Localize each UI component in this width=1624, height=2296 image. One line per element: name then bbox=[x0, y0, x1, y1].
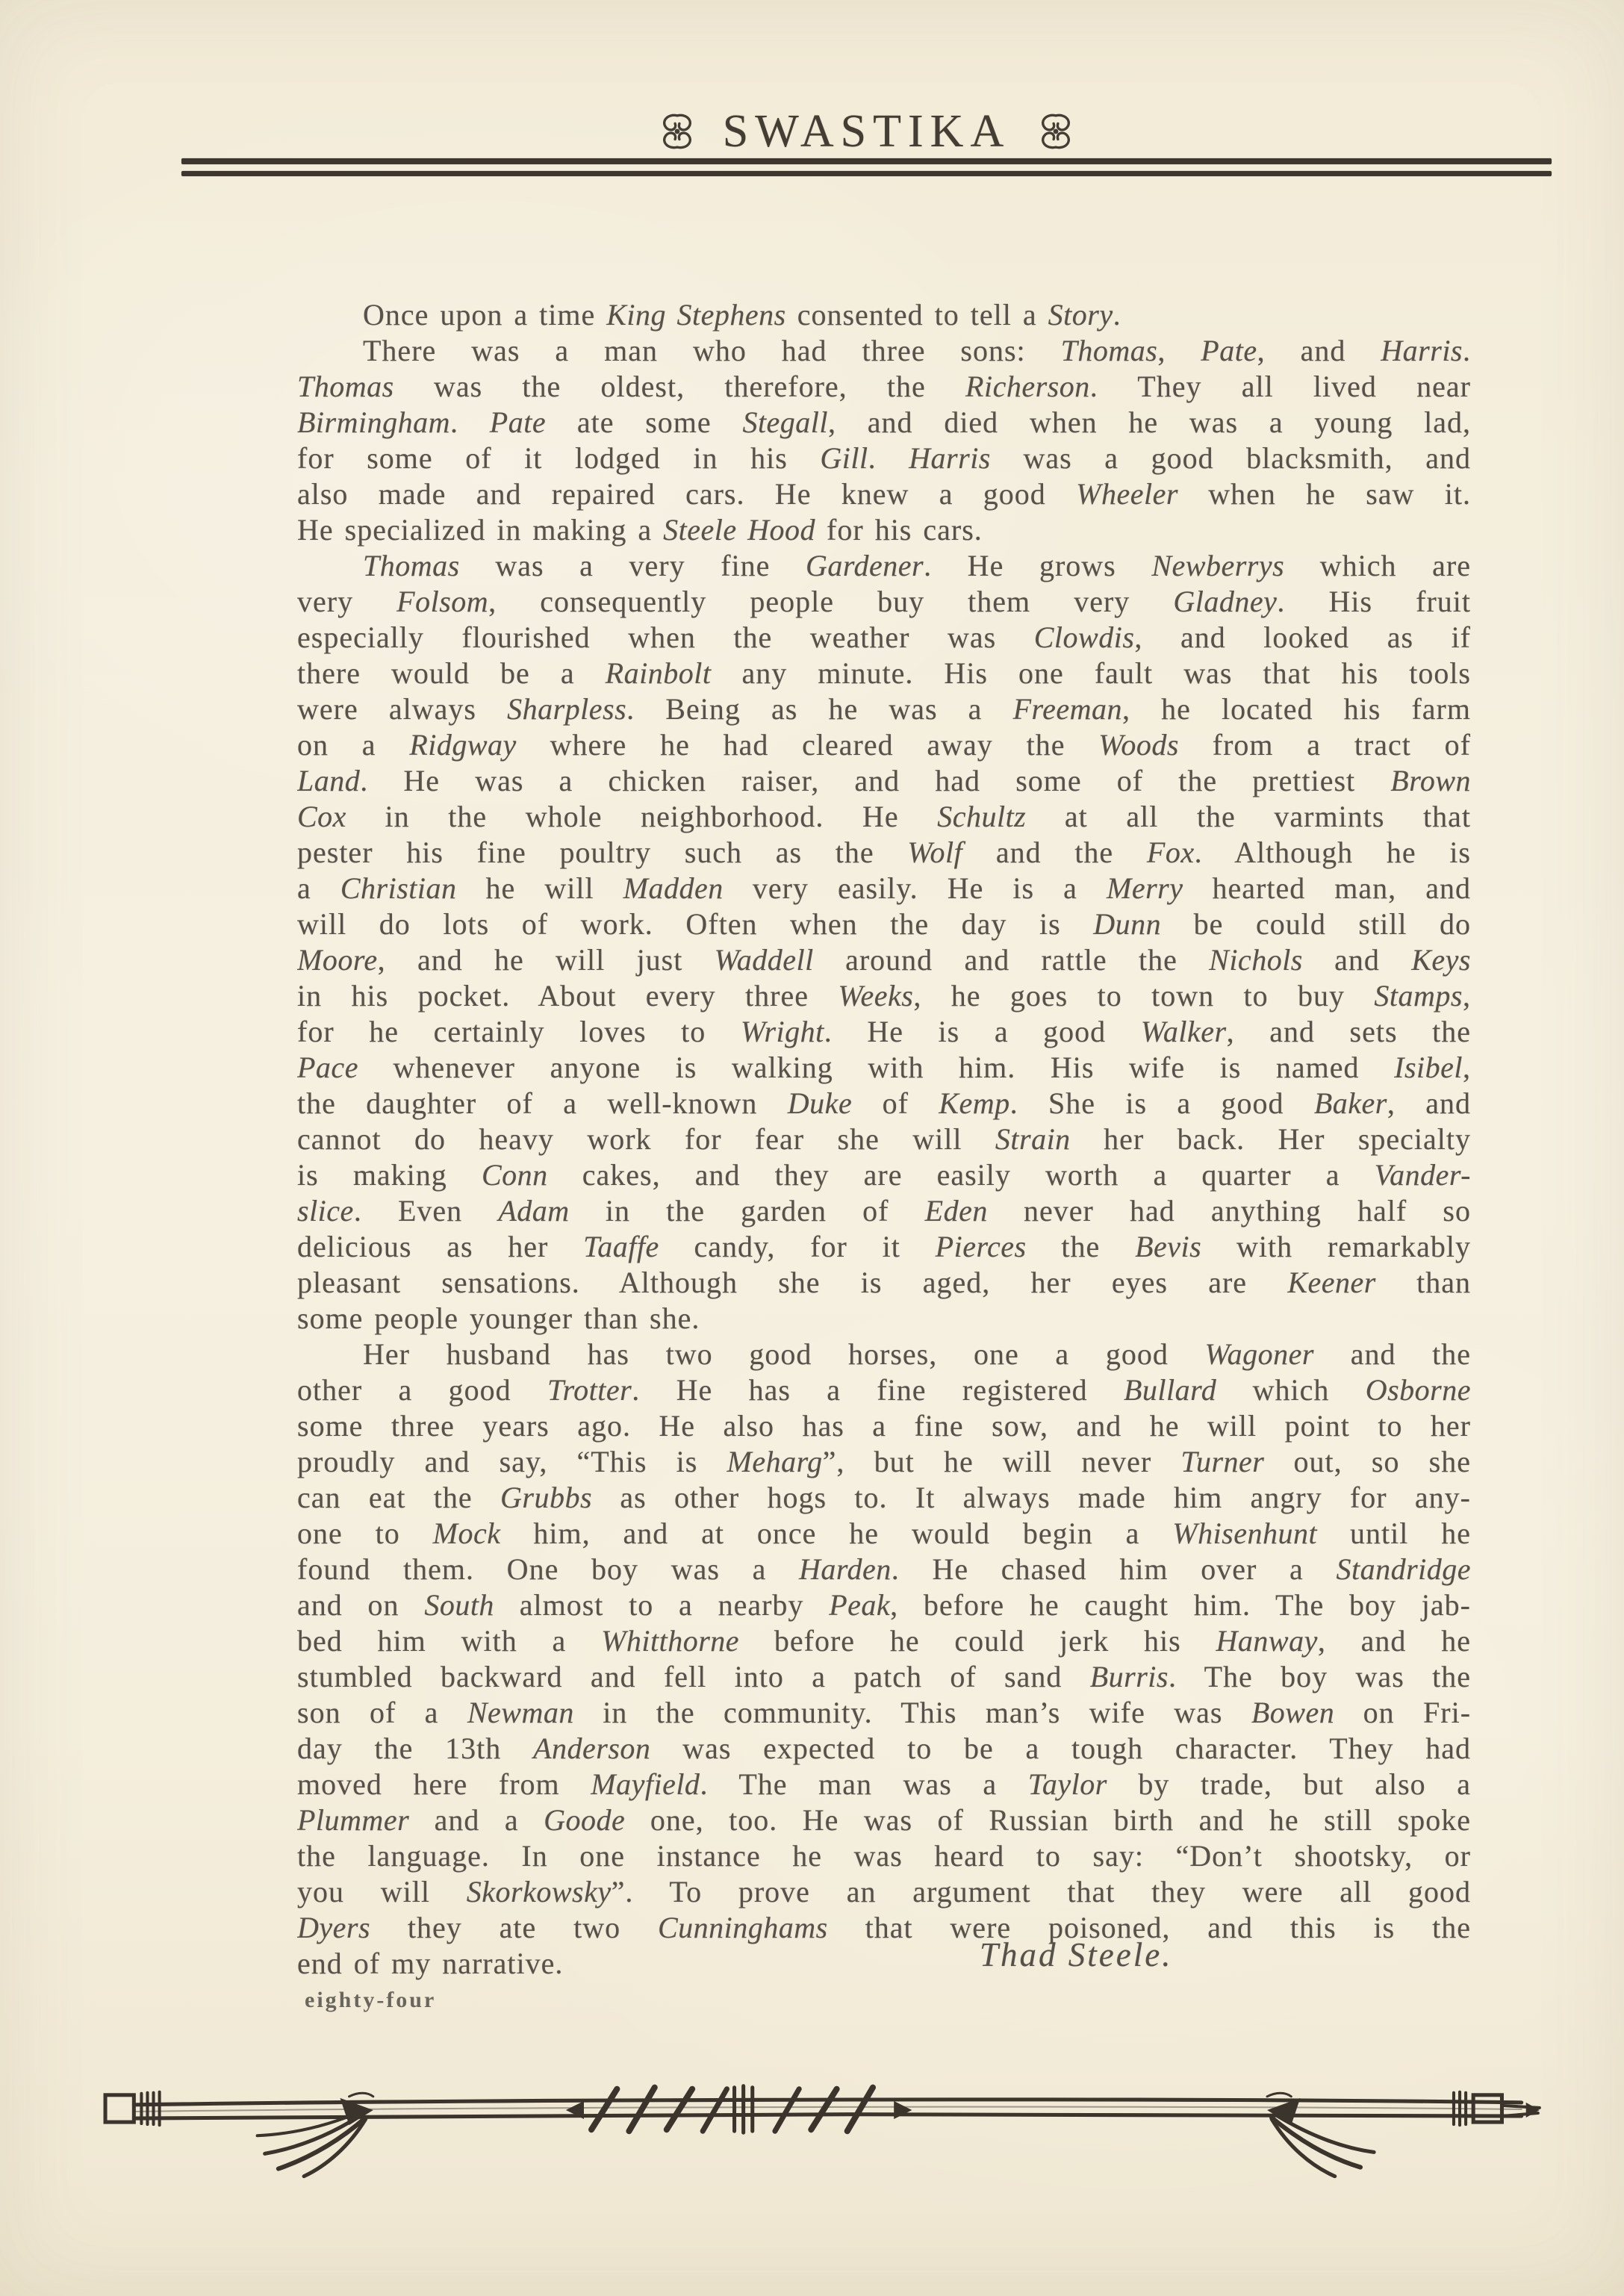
text-line: pleasant sensations. Although she is aged, her eyes are Keener than bbox=[297, 1266, 1471, 1299]
fleuron-icon bbox=[659, 111, 696, 152]
text-line: Moore, and he will just Waddell around and rattle the Nichols and Keys bbox=[297, 943, 1471, 977]
rule-bottom bbox=[181, 171, 1552, 176]
text-line: especially flourished when the weather was Clowdis, and looked as if bbox=[297, 620, 1471, 654]
text-line: moved here from Mayfield. The man was a Taylor by trade, but also a bbox=[297, 1767, 1471, 1801]
text-line: very Folsom, consequently people buy them very Gladney. His fruit bbox=[297, 585, 1471, 618]
text-line: Birmingham. Pate ate some Stegall, and died when he was a young lad, bbox=[297, 405, 1471, 439]
text-line: delicious as her Taaffe candy, for it Pierces the Bevis with remarkably bbox=[297, 1230, 1471, 1263]
text-line: proudly and say, “This is Meharg”, but he will never Turner out, so she bbox=[297, 1445, 1471, 1478]
text-line: bed him with a Whitthorne before he could jerk his Hanway, and he bbox=[297, 1624, 1471, 1658]
text-line: Land. He was a chicken raiser, and had some of the prettiest Brown bbox=[297, 764, 1471, 797]
page-title: SWASTIKA bbox=[722, 105, 1011, 157]
text-line: He specialized in making a Steele Hood for his cars. bbox=[297, 513, 983, 547]
text-line: can eat the Grubbs as other hogs to. It always made him angry for any- bbox=[297, 1481, 1471, 1514]
text-line: a Christian he will Madden very easily. He is a Merry hearted man, and bbox=[297, 871, 1471, 905]
text-line: one to Mock him, and at once he would begin a Whisenhunt until he bbox=[297, 1516, 1471, 1550]
text-line: Thomas was a very fine Gardener. He grows Newberrys which are bbox=[363, 549, 1471, 582]
text-line: some three years ago. He also has a fine sow, and he will point to her bbox=[297, 1409, 1471, 1443]
text-line: Dyers they ate two Cunninghams that were poisoned, and this is the bbox=[297, 1911, 1471, 1944]
header-double-rule bbox=[181, 158, 1552, 176]
text-line: There was a man who had three sons: Thomas, Pate, and Harris. bbox=[363, 334, 1471, 367]
text-line: you will Skorkowsky”. To prove an argument that they were all good bbox=[297, 1875, 1471, 1908]
arrow-rule-ornament bbox=[101, 2047, 1553, 2180]
text-line: cannot do heavy work for fear she will Strain her back. Her specialty bbox=[297, 1122, 1471, 1156]
page-number: eighty-four bbox=[305, 1988, 437, 2012]
text-line: stumbled backward and fell into a patch of sand Burris. The boy was the bbox=[297, 1660, 1471, 1693]
text-line: for some of it lodged in his Gill. Harris was a good blacksmith, and bbox=[297, 441, 1471, 475]
text-line: slice. Even Adam in the garden of Eden never had anything half so bbox=[297, 1194, 1471, 1228]
text-line: Her husband has two good horses, one a good Wagoner and the bbox=[363, 1337, 1471, 1371]
page-header bbox=[181, 102, 1552, 161]
text-line: day the 13th Anderson was expected to be a tough character. They had bbox=[297, 1732, 1471, 1765]
story-signature: Thad Steele. bbox=[980, 1936, 1173, 1973]
text-line: in his pocket. About every three Weeks, he goes to town to buy Stamps, bbox=[297, 979, 1471, 1012]
text-line: pester his fine poultry such as the Wolf and the Fox. Although he is bbox=[297, 836, 1471, 869]
text-line: the daughter of a well-known Duke of Kemp. She is a good Baker, and bbox=[297, 1086, 1471, 1120]
text-line: will do lots of work. Often when the day is Dunn be could still do bbox=[297, 907, 1471, 941]
text-line: some people younger than she. bbox=[297, 1301, 700, 1335]
text-line: Pace whenever anyone is walking with him. His wife is named Isibel, bbox=[297, 1051, 1471, 1084]
text-line: found them. One boy was a Harden. He chased him over a Standridge bbox=[297, 1552, 1471, 1586]
text-line: were always Sharpless. Being as he was a Freeman, he located his farm bbox=[297, 692, 1471, 726]
text-line: also made and repaired cars. He knew a good Wheeler when he saw it. bbox=[297, 477, 1471, 511]
text-line: son of a Newman in the community. This man’s wife was Bowen on Fri- bbox=[297, 1696, 1471, 1729]
text-block bbox=[297, 297, 1471, 1982]
text-line: on a Ridgway where he had cleared away the Woods from a tract of bbox=[297, 728, 1471, 762]
rule-top bbox=[181, 158, 1552, 164]
text-line: Once upon a time King Stephens consented to tell a Story. bbox=[363, 298, 1121, 332]
fleuron-icon bbox=[1037, 111, 1074, 152]
text-line: end of my narrative. bbox=[297, 1947, 564, 1980]
text-line: Thomas was the oldest, therefore, the Richerson. They all lived near bbox=[297, 370, 1471, 403]
text-line: Plummer and a Goode one, too. He was of Russian birth and he still spoke bbox=[297, 1803, 1471, 1837]
text-line: is making Conn cakes, and they are easily worth a quarter a Vander- bbox=[297, 1158, 1471, 1192]
text-line: Cox in the whole neighborhood. He Schultz at all the varmints that bbox=[297, 800, 1471, 833]
text-line: there would be a Rainbolt any minute. His one fault was that his tools bbox=[297, 656, 1471, 690]
text-line: the language. In one instance he was heard to say: “Don’t shootsky, or bbox=[297, 1839, 1471, 1873]
text-line: other a good Trotter. He has a fine registered Bullard which Osborne bbox=[297, 1373, 1471, 1407]
text-line: and on South almost to a nearby Peak, before he caught him. The boy jab- bbox=[297, 1588, 1471, 1622]
text-line: for he certainly loves to Wright. He is a good Walker, and sets the bbox=[297, 1015, 1471, 1048]
